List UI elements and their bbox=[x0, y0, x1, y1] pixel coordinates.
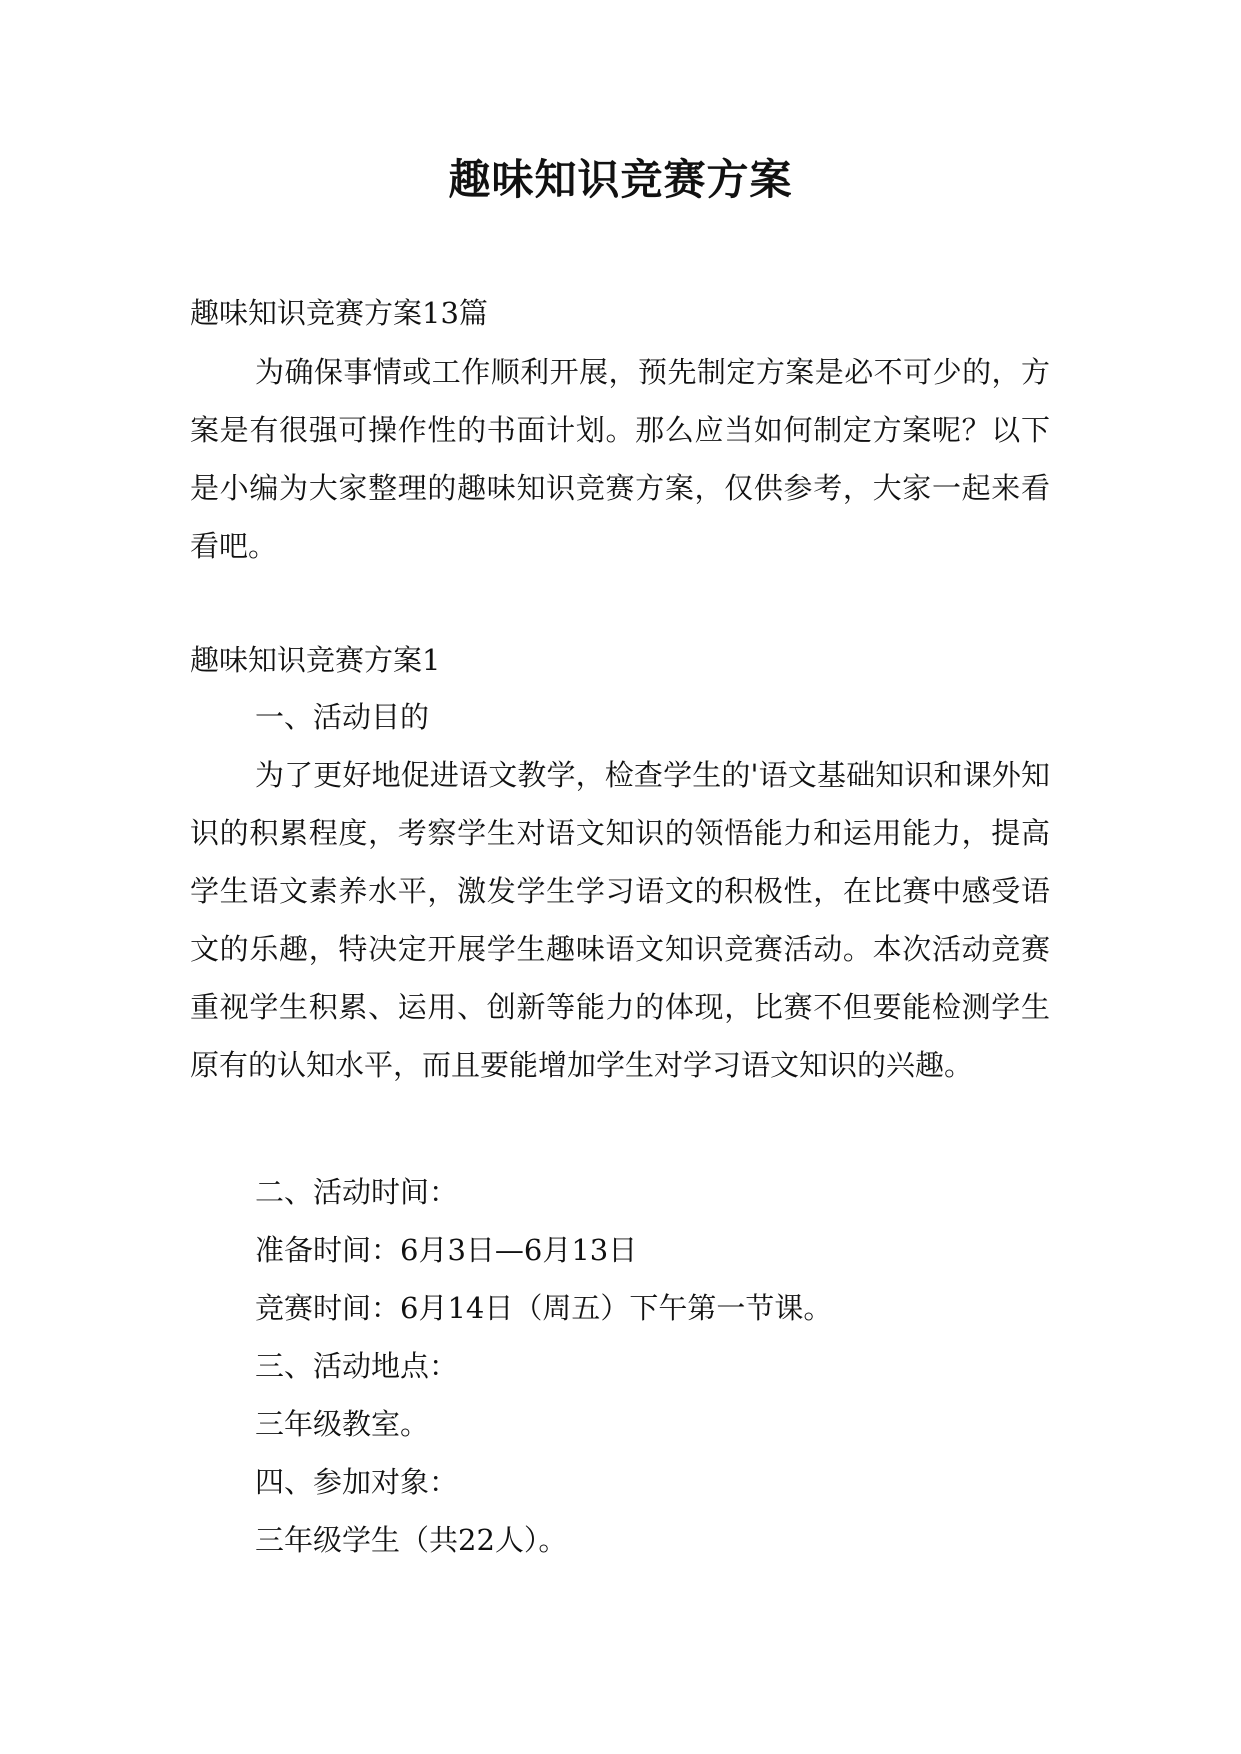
place-text: 三年级教室。 bbox=[255, 1407, 430, 1441]
goal-heading: 一、活动目的 bbox=[255, 700, 430, 734]
target-heading: 四、参加对象： bbox=[255, 1465, 459, 1499]
time-heading: 二、活动时间： bbox=[255, 1175, 459, 1209]
place-heading: 三、活动地点： bbox=[255, 1349, 459, 1383]
document-subtitle: 趣味知识竞赛方案13篇 bbox=[190, 296, 488, 330]
contest-time: 竞赛时间：6月14日（周五）下午第一节课。 bbox=[255, 1291, 833, 1325]
intro-paragraph: 为确保事情或工作顺利开展，预先制定方案是必不可少的，方案是有很强可操作性的书面计划。那么应当如何制定方案呢？以下是小编为大家整理的趣味知识竞赛方案，仅供参考，大家一起来看看吧。 bbox=[190, 355, 1050, 563]
prep-time: 准备时间：6月3日—6月13日 bbox=[255, 1233, 638, 1267]
document-title: 趣味知识竞赛方案 bbox=[448, 155, 793, 204]
goal-paragraph: 为了更好地促进语文教学，检查学生的'语文基础知识和课外知识的积累程度，考察学生对语文知识的领悟能力和运用能力，提高学生语文素养水平，激发学生学习语文的积极性，在比赛中感受语文的乐趣，特决定开展学生趣味语文知识竞赛活动。本次活动竞赛重视学生积累、运用、创新等能力的体现，比赛不但要能检测学生原有的认知水平，而且要能增加学生对学习语文知识的兴趣。 bbox=[190, 758, 1050, 1082]
section-heading: 趣味知识竞赛方案1 bbox=[190, 643, 441, 677]
target-text: 三年级学生（共22人）。 bbox=[255, 1523, 568, 1557]
